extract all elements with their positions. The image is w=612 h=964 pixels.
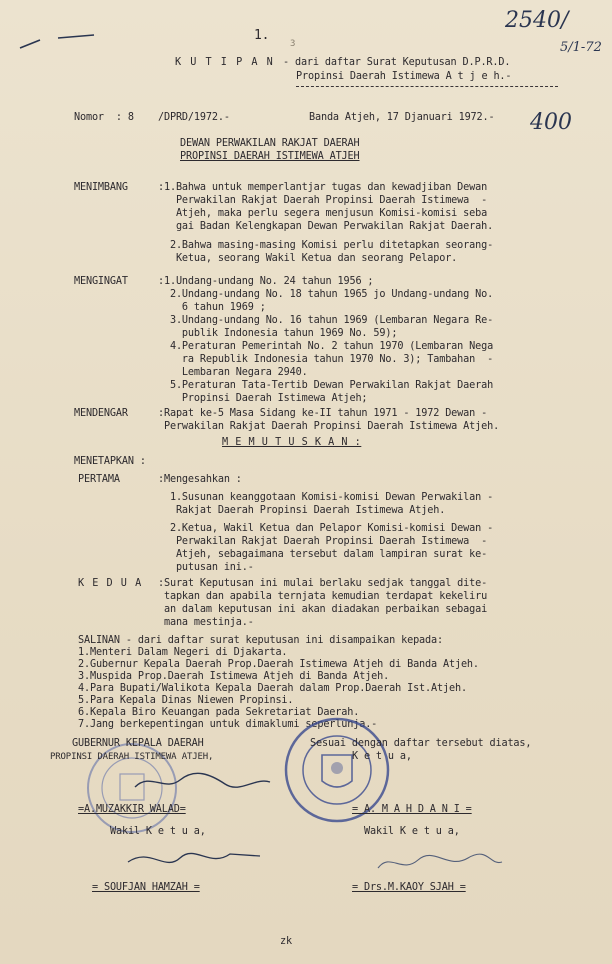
kedua-line: mana mestinja.-: [158, 617, 254, 628]
right-signatory-title-1: Sesuai dengan daftar tersebut diatas,: [310, 738, 532, 749]
nomor-label: Nomor : 8: [74, 112, 134, 123]
pertama-line: :Mengesahkan :: [158, 474, 242, 485]
menimbang-label: MENIMBANG: [74, 182, 128, 193]
pertama-label: PERTAMA: [78, 474, 120, 485]
pertama-line: 1.Susunan keanggotaan Komisi-komisi Dewan Perwakilan -: [158, 492, 494, 503]
mengingat-line: 4.Peraturan Pemerintah No. 2 tahun 1970 (Lembaran Nega: [158, 341, 494, 352]
menimbang-line: 2.Bahwa masing-masing Komisi perlu ditetapkan seorang-: [158, 240, 494, 251]
handwritten-number: 400: [530, 110, 572, 135]
left-signatory-title-1: GUBERNUR KEPALA DAERAH: [72, 738, 204, 749]
left-name-2: = SOUFJAN HAMZAH =: [92, 882, 200, 893]
mengingat-line: 6 tahun 1969 ;: [158, 302, 266, 313]
left-signature-2: [120, 842, 270, 882]
mengingat-line: publik Indonesia tahun 1969 No. 59);: [158, 328, 398, 339]
nomor-value: /DPRD/1972.-: [158, 112, 230, 123]
menetapkan-label: MENETAPKAN :: [74, 456, 146, 467]
salinan-line: 4.Para Bupati/Walikota Kepala Daerah dalam Prop.Daerah Ist.Atjeh.: [78, 683, 467, 694]
typist-initials: zk: [280, 936, 292, 947]
pertama-line: putusan ini.-: [158, 562, 254, 573]
pertama-line: Rakjat Daerah Propinsi Daerah Istimewa Atjeh.: [158, 505, 446, 516]
mengingat-line: 2.Undang-undang No. 18 tahun 1965 jo Undang-undang No.: [158, 289, 494, 300]
small-mark: 3: [290, 39, 296, 49]
institution-line-2: PROPINSI DAERAH ISTIMEWA ATJEH: [180, 151, 360, 162]
page-mark: 1.: [254, 28, 270, 43]
left-signatory-title-2: PROPINSI DAERAH ISTIMEWA ATJEH,: [50, 752, 214, 762]
pertama-line: Perwakilan Rakjat Daerah Propinsi Daerah Istimewa -: [158, 536, 488, 547]
menimbang-line: Perwakilan Rakjat Daerah Propinsi Daerah Istimewa -: [158, 195, 488, 206]
salinan-line: 7.Jang berkepentingan untuk dimaklumi seperlunja.-: [78, 719, 378, 730]
salinan-line: 1.Menteri Dalam Negeri di Djakarta.: [78, 647, 288, 658]
right-name-2: = Drs.M.KAOY SJAH =: [352, 882, 466, 893]
menimbang-line: :1.Bahwa untuk memperlantjar tugas dan kewadjiban Dewan: [158, 182, 488, 193]
archive-number: 2540/: [505, 8, 569, 33]
institution-line-1: DEWAN PERWAKILAN RAKJAT DAERAH: [180, 138, 360, 149]
mengingat-line: 5.Peraturan Tata-Tertib Dewan Perwakilan Rakjat Daerah: [158, 380, 494, 391]
memutuskan-heading: M E M U T U S K A N :: [222, 437, 362, 448]
archive-date: 5/1-72: [560, 40, 602, 55]
left-wakil-title: Wakil K e t u a,: [110, 826, 206, 837]
kedua-line: :Surat Keputusan ini mulai berlaku sedjak tanggal dite-: [158, 578, 488, 589]
salinan-line: 6.Kepala Biro Keuangan pada Sekretariat Daerah.: [78, 707, 360, 718]
kedua-label: K E D U A: [78, 578, 143, 589]
kedua-line: tapkan dan apabila ternjata kemudian terdapat kekeliru: [158, 591, 488, 602]
mengingat-line: 3.Undang-undang No. 16 tahun 1969 (Lembaran Negara Re-: [158, 315, 494, 326]
salinan-line: 2.Gubernur Kepala Daerah Prop.Daerah Istimewa Atjeh di Banda Atjeh.: [78, 659, 479, 670]
pertama-line: Atjeh, sebagaimana tersebut dalam lampiran surat ke-: [158, 549, 488, 560]
header-line-2: Propinsi Daerah Istimewa A t j e h.-: [296, 71, 512, 82]
menimbang-line: Atjeh, maka perlu segera menjusun Komisi-komisi seba: [158, 208, 488, 219]
left-signature-1: [130, 762, 280, 802]
header-line-1: - dari daftar Surat Keputusan D.P.R.D.: [283, 57, 511, 68]
mendengar-label: MENDENGAR: [74, 408, 128, 419]
header-underline: [296, 86, 558, 87]
salinan-line: 5.Para Kepala Dinas Niewen Propinsi.: [78, 695, 294, 706]
right-signatory-title-2: K e t u a,: [352, 751, 412, 762]
menimbang-line: Ketua, seorang Wakil Ketua dan seorang Pelapor.: [158, 253, 458, 264]
left-name-1: =A.MUZAKKIR WALAD=: [78, 804, 186, 815]
place-date: Banda Atjeh, 17 Djanuari 1972.-: [309, 112, 495, 123]
mengingat-label: MENGINGAT: [74, 276, 128, 287]
right-name-1: = A. M A H D A N I =: [352, 804, 472, 815]
mengingat-line: Propinsi Daerah Istimewa Atjeh;: [158, 393, 368, 404]
salinan-line: 3.Muspida Prop.Daerah Istimewa Atjeh di Banda Atjeh.: [78, 671, 390, 682]
right-wakil-title: Wakil K e t u a,: [364, 826, 460, 837]
mengingat-line: ra Republik Indonesia tahun 1970 No. 3); Tambahan -: [158, 354, 494, 365]
mengingat-line: Lembaran Negara 2940.: [158, 367, 308, 378]
right-signature-2: [370, 846, 510, 882]
pen-stroke-mark: [14, 26, 104, 56]
mengingat-line: :1.Undang-undang No. 24 tahun 1956 ;: [158, 276, 374, 287]
menimbang-line: gai Badan Kelengkapan Dewan Perwakilan Rakjat Daerah.: [158, 221, 494, 232]
pertama-line: 2.Ketua, Wakil Ketua dan Pelapor Komisi-komisi Dewan -: [158, 523, 494, 534]
mendengar-line: Perwakilan Rakjat Daerah Propinsi Daerah Istimewa Atjeh.: [158, 421, 500, 432]
kutipan-title: K U T I P A N: [175, 57, 275, 68]
salinan-line: SALINAN - dari daftar surat keputusan ini disampaikan kepada:: [78, 635, 443, 646]
mendengar-line: :Rapat ke-5 Masa Sidang ke-II tahun 1971 - 1972 Dewan -: [158, 408, 488, 419]
kedua-line: an dalam keputusan ini akan diadakan perbaikan sebagai: [158, 604, 488, 615]
